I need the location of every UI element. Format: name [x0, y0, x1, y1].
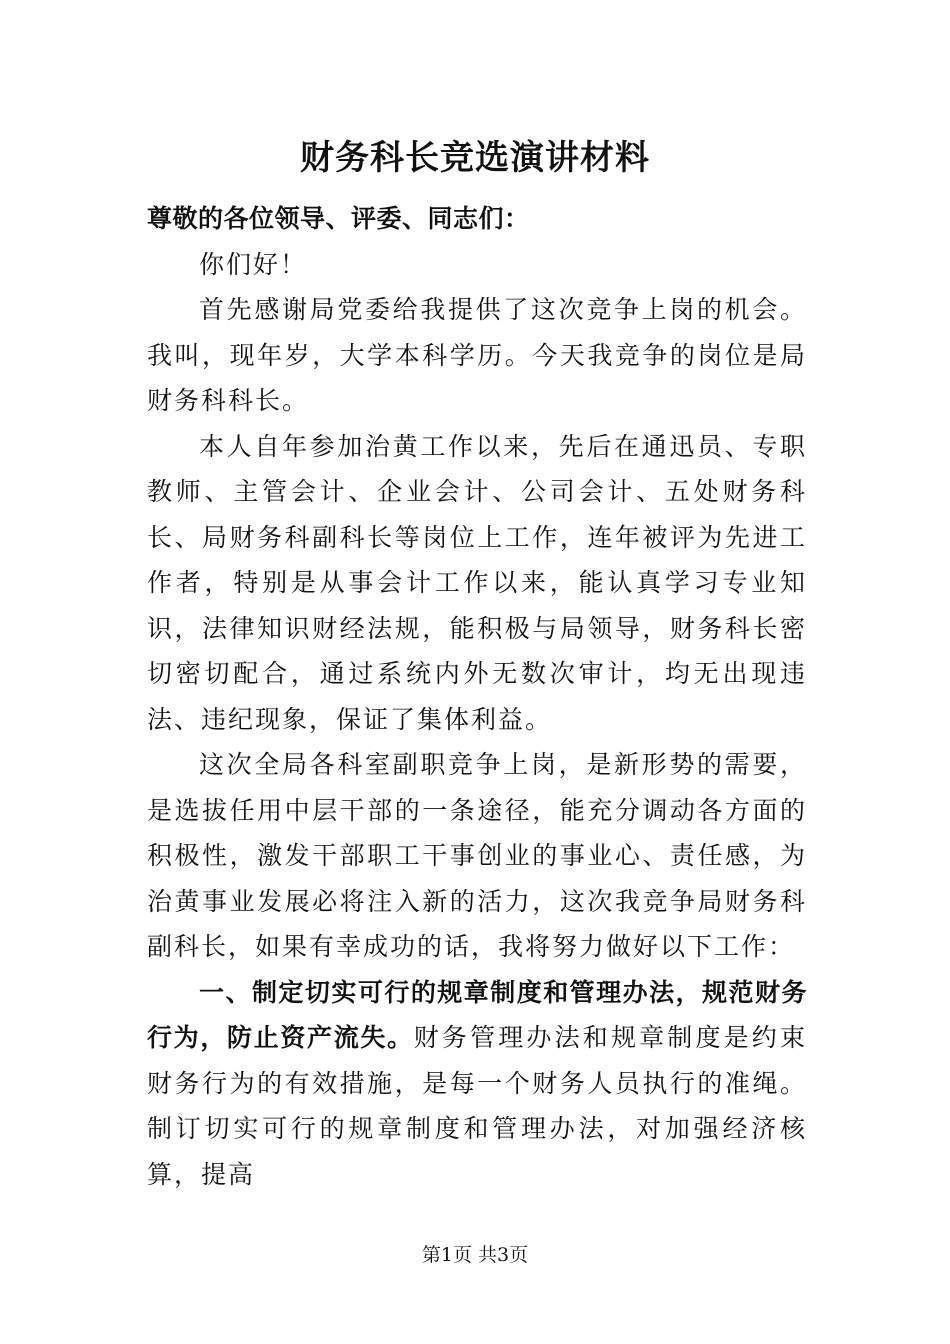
- paragraph-intro: 首先感谢局党委给我提供了这次竞争上岗的机会。我叫，现年岁，大学本科学历。今天我竞争的岗位是局财务科科长。: [147, 295, 807, 415]
- paragraph-section-1: [147, 970, 807, 1198]
- document-body: [147, 196, 807, 1197]
- paragraph-motivation: 这次全局各科室副职竞争上岗，是新形势的需要，是选拔任用中层干部的一条途径，能充分调动各方面的积极性，激发干部职工干事创业的事业心、责任感，为治黄事业发展必将注入新的活力，这次我竞争局财务科副科长，如果有幸成功的话，我将努力做好以下工作：: [147, 750, 807, 961]
- section-1-text: 财务管理办法和规章制度是约束财务行为的有效措施，是每一个财务人员执行的准绳。制订切实可行的规章制度和管理办法，对加强经济核算，提高: [147, 1023, 807, 1189]
- document-title: 财务科长竞选演讲材料: [300, 138, 650, 178]
- section-1-heading: 一、制定切实可行的规章制度和管理办法，规范财务行为，防止资产流失。: [147, 977, 807, 1052]
- page-footer: 第1页 共3页: [421, 1244, 529, 1266]
- salutation: 尊敬的各位领导、评委、同志们：: [147, 204, 530, 233]
- paragraph-experience: 本人自年参加治黄工作以来，先后在通迅员、专职教师、主管会计、企业会计、公司会计、五处财务科长、局财务科副科长等岗位上工作，连年被评为先进工作者，特别是从事会计工作以来，能认真学习专业知识，法律知识财经法规，能积极与局领导，财务科长密切密切配合，通过系统内外无数次审计，均无出现违法、违纪现象，保证了集体利益。: [147, 431, 807, 734]
- greeting: 你们好！: [199, 249, 308, 279]
